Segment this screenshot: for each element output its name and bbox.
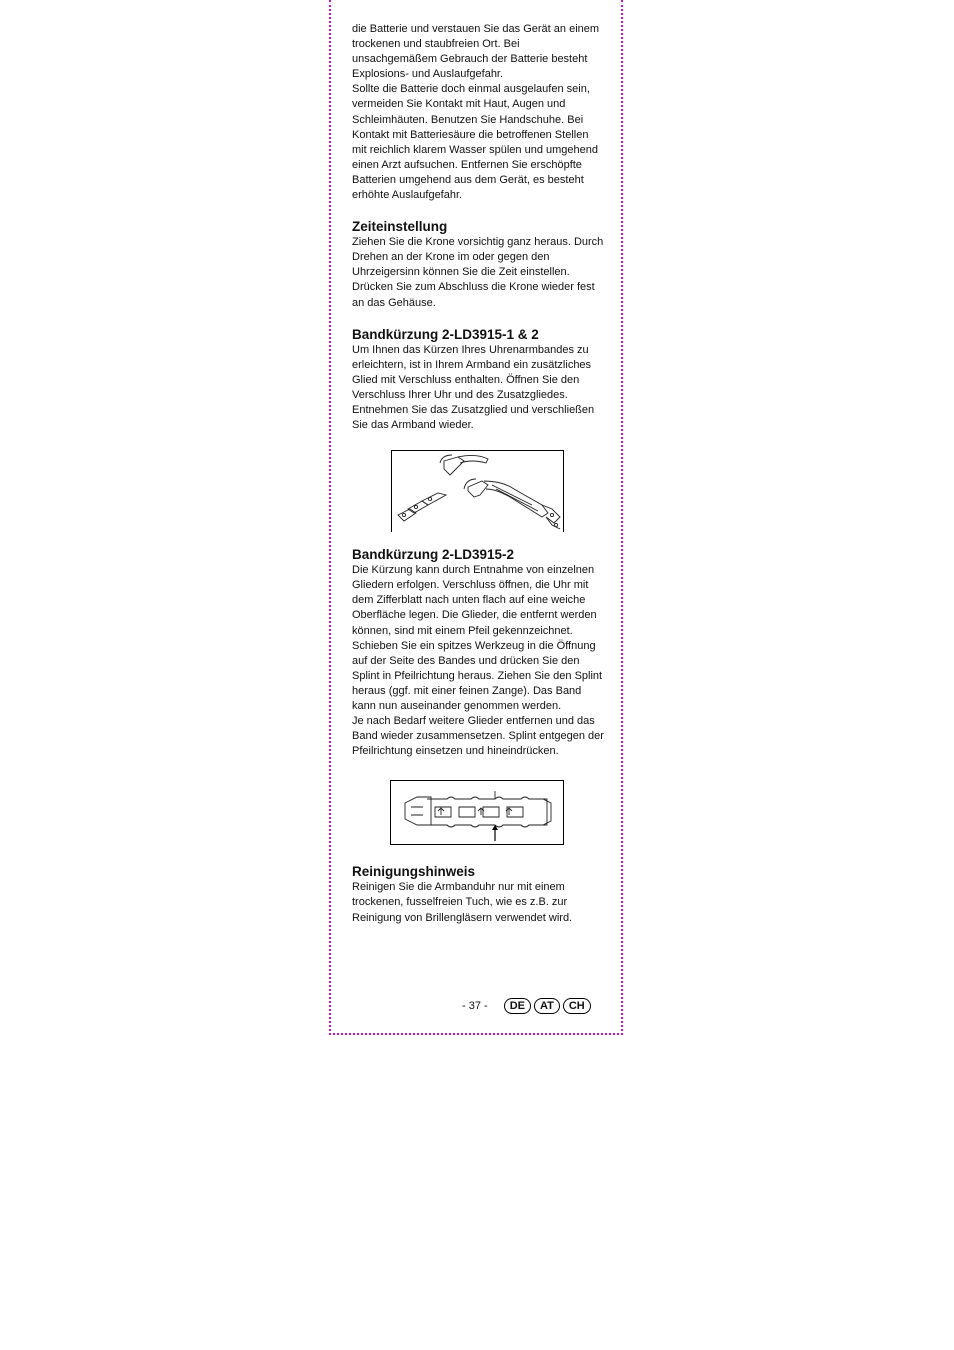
heading-zeiteinstellung: Zeiteinstellung [352, 219, 448, 235]
illustration-extra-link-clasp [391, 450, 564, 532]
page-content [352, 22, 604, 926]
illustration-band-links [390, 780, 564, 845]
intro-paragraph-2: Sollte die Batterie doch einmal ausgelaufen sein, vermeiden Sie Kontakt mit Haut, Augen und Schleimhäuten. Benutzen Sie Handschuhe. Bei Kontakt mit Batteriesäure die betroffenen Stellen mit reichlich klarem Wasser spülen und umgehend einen Arzt aufsuchen. Entfernen Sie erschöpfte Batterien umgehend aus dem Gerät, es besteht erhöhte Auslaufgefahr. [352, 83, 598, 202]
page-number: - 37 - [462, 1000, 488, 1012]
heading-bandkuerzung-2: Bandkürzung 2-LD3915-2 [352, 547, 515, 563]
text-bandkuerzung-2a: Die Kürzung kann durch Entnahme von einzelnen Gliedern erfolgen. Verschluss öffnen, die Uhr mit dem Zifferblatt nach unten flach auf eine weiche Oberfläche legen. Die Glieder, die entfernt werden können, sind mit einem Pfeil gekennzeichnet. Schieben Sie ein spitzes Werkzeug in die Öffnung auf der Seite des Bandes und drücken Sie den Splint in Pfeilrichtung heraus. Ziehen Sie den Splint heraus (ggf. mit einer feinen Zange). Das Band kann nun auseinander genommen werden. [352, 564, 603, 712]
text-bandkuerzung-2b: Je nach Bedarf weitere Glieder entfernen und das Band wieder zusammensetzen. Splint entgegen der Pfeilrichtung einsetzen und hineindrücken. [352, 715, 604, 758]
heading-reinigungshinweis: Reinigungshinweis [352, 864, 476, 880]
clasp-drawing [392, 451, 563, 533]
page-footer [462, 997, 594, 1015]
intro-paragraph-1: die Batterie und verstauen Sie das Gerät an einem trockenen und staubfreien Ort. Bei unsachgemäßem Gebrauch der Batterie besteht Explosions- und Auslaufgefahr. [352, 23, 600, 81]
band-links-drawing [391, 781, 563, 844]
language-badge-ch: CH [563, 998, 591, 1014]
language-badge-at: AT [534, 998, 560, 1014]
heading-bandkuerzung-1: Bandkürzung 2-LD3915-1 & 2 [352, 326, 539, 342]
text-zeiteinstellung: Ziehen Sie die Krone vorsichtig ganz heraus. Durch Drehen an der Krone im oder gegen den Uhrzeigersinn können Sie die Zeit einstellen. Drücken Sie zum Abschluss die Krone wieder fest an das Gehäuse. [352, 236, 604, 309]
text-reinigungshinweis: Reinigen Sie die Armbanduhr nur mit einem trockenen, fusselfreien Tuch, wie es z.B. zur Reinigung von Brillengläsern verwendet wird. [352, 881, 573, 924]
text-bandkuerzung-1: Um Ihnen das Kürzen Ihres Uhrenarmbandes zu erleichtern, ist in Ihrem Armband ein zusätzliches Glied mit Verschluss enthalten. Öffnen Sie den Verschluss Ihrer Uhr und des Zusatzgliedes. Entnehmen Sie das Zusatzglied und verschließen Sie das Armband wieder. [352, 343, 595, 432]
language-badge-de: DE [504, 998, 531, 1014]
